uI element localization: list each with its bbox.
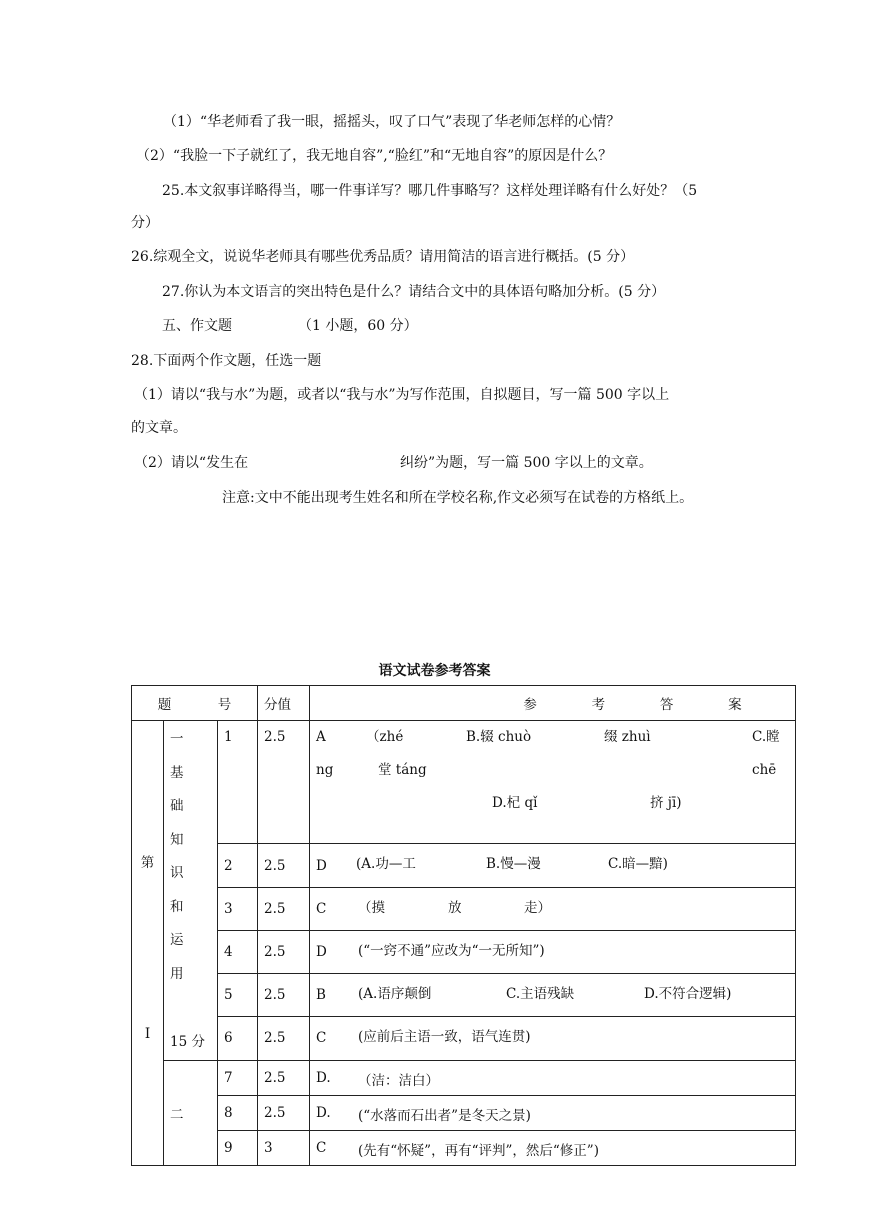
row-answer — [310, 1130, 796, 1165]
table-row — [132, 1060, 796, 1095]
table-row — [132, 844, 796, 887]
part-label — [132, 721, 164, 1166]
table-row — [132, 887, 796, 930]
answer-1-letter: A — [316, 729, 326, 745]
table-row — [132, 1095, 796, 1130]
answer-1-item-e: 堂 táng — [378, 762, 427, 778]
row-number: 2 — [218, 844, 258, 887]
row-score: 2.5 — [258, 930, 310, 973]
row-number: 7 — [218, 1060, 258, 1095]
answer-letter: D — [316, 943, 327, 960]
header-number — [132, 686, 258, 721]
table-row — [132, 1130, 796, 1165]
row-number: 8 — [218, 1095, 258, 1130]
row-answer — [310, 721, 796, 844]
answer-key-table — [131, 685, 796, 1166]
answer-1-item-g: 挤 jī) — [650, 795, 682, 811]
question-25-line1: 25.本文叙事详略得当，哪一件事详写？哪几件事略写？这样处理详略有什么好处？（5 — [162, 183, 698, 199]
answer-explanation: (先有“怀疑”，再有“评判”，然后“修正”) — [358, 1142, 599, 1159]
answer-letter: D. — [316, 1104, 331, 1121]
answer-letter: C — [316, 900, 327, 917]
answer-option: B.慢—漫 — [486, 856, 541, 873]
answer-key-title: 语文试卷参考答案 — [378, 663, 491, 679]
row-number: 3 — [218, 887, 258, 930]
question-28-2-part2: 纠纷”为题，写一篇 500 字以上的文章。 — [400, 455, 653, 471]
section-1-label-score: 15 分 — [170, 1034, 205, 1050]
answer-1-item-d: C.瞠 chē — [752, 729, 780, 778]
answer-1-item-a: （zhé — [366, 729, 404, 745]
section-1-label-line4: 和 运 — [170, 898, 188, 948]
row-number: 1 — [218, 721, 258, 844]
row-score: 2.5 — [258, 1060, 310, 1095]
table-row — [132, 1017, 796, 1060]
answer-1-item-b: B.辍 chuò — [466, 729, 532, 745]
row-answer — [310, 887, 796, 930]
row-score: 2.5 — [258, 721, 310, 844]
question-24-2: （2）“我脸一下子就红了，我无地自容”,“脸红”和“无地自容”的原因是什么？ — [136, 148, 613, 164]
section-2-label: 二 — [164, 1060, 218, 1165]
question-28-2-part1: （2）请以“发生在 — [134, 455, 249, 471]
answer-option: (A.功—工 — [356, 856, 416, 873]
header-answer-char4: 案 — [728, 697, 742, 713]
question-28-1-line1: （1）请以“我与水”为题，或者以“我与水”为写作范围，自拟题目，写一篇 500 字以上 — [134, 387, 670, 403]
table-row — [132, 974, 796, 1017]
row-answer — [310, 974, 796, 1017]
answer-letter: D. — [316, 1069, 331, 1086]
answer-letter: D — [316, 857, 327, 874]
row-answer — [310, 1060, 796, 1095]
header-answer-char2: 考 — [591, 697, 606, 713]
section-1-label-line3: 知 识 — [170, 831, 188, 881]
row-answer — [310, 1017, 796, 1060]
row-number: 9 — [218, 1130, 258, 1165]
row-answer — [310, 930, 796, 973]
header-answer — [310, 686, 796, 721]
table-row — [132, 930, 796, 973]
answer-1-item-f: D.杞 qǐ — [492, 795, 538, 811]
section-1-label — [164, 721, 218, 1061]
section-1-label-line5: 用 — [170, 965, 188, 982]
row-answer — [310, 1095, 796, 1130]
row-score: 2.5 — [258, 887, 310, 930]
part-label-char1: 第 — [140, 855, 155, 871]
answer-explanation: （洁：洁白） — [358, 1072, 440, 1089]
question-27: 27.你认为本文语言的突出特色是什么？请结合文中的具体语句略加分析。(5 分） — [162, 284, 666, 300]
question-28: 28.下面两个作文题，任选一题 — [131, 353, 322, 369]
answer-option: （摸 — [358, 899, 386, 916]
question-24-1: （1）“华老师看了我一眼，摇摇头，叹了口气”表现了华老师怎样的心情？ — [163, 114, 621, 130]
header-answer-char3: 答 — [659, 697, 674, 713]
answer-option: 放 — [448, 899, 462, 916]
row-score: 2.5 — [258, 1095, 310, 1130]
section-5-score: （1 小题，60 分） — [298, 318, 418, 334]
composition-note: 注意:文中不能出现考生姓名和所在学校名称,作文必须写在试卷的方格纸上。 — [222, 490, 694, 506]
answer-letter: B — [316, 987, 326, 1004]
row-number: 6 — [218, 1017, 258, 1060]
row-number: 5 — [218, 974, 258, 1017]
answer-1-item-c: 缀 zhuì — [604, 729, 651, 745]
question-26: 26.综观全文，说说华老师具有哪些优秀品质？请用简洁的语言进行概括。(5 分） — [131, 249, 635, 265]
row-answer — [310, 844, 796, 887]
section-5-heading: 五、作文题 — [162, 318, 232, 334]
header-number-char1: 题 — [157, 697, 172, 713]
row-number: 4 — [218, 930, 258, 973]
answer-option: C.主语残缺 — [506, 986, 575, 1003]
answer-explanation: (“水落而石出者”是冬天之景) — [358, 1107, 531, 1124]
answer-letter: C — [316, 1139, 327, 1156]
answer-1-item-d-cont: ng — [316, 762, 334, 778]
answer-letter: C — [316, 1030, 327, 1047]
row-score: 2.5 — [258, 1017, 310, 1060]
question-28-1-line2: 的文章。 — [131, 420, 187, 436]
answer-explanation: (应前后主语一致，语气连贯) — [358, 1029, 531, 1046]
answer-option: D.不符合逻辑) — [644, 986, 732, 1003]
question-25-line2: 分） — [131, 215, 159, 231]
table-row — [132, 721, 796, 844]
row-score: 2.5 — [258, 844, 310, 887]
part-label-char2: I — [144, 1026, 151, 1042]
section-1-label-line1: 一 — [170, 731, 188, 747]
answer-option: (A.语序颠倒 — [358, 986, 432, 1003]
row-score: 3 — [258, 1130, 310, 1165]
row-score: 2.5 — [258, 974, 310, 1017]
section-1-label-line2: 基 础 — [170, 764, 188, 814]
header-number-char2: 号 — [217, 697, 232, 713]
answer-option: 走） — [524, 899, 552, 916]
header-score: 分值 — [258, 686, 310, 721]
answer-option: C.暗—黯) — [608, 856, 668, 873]
header-answer-char1: 参 — [523, 697, 537, 713]
table-header-row — [132, 686, 796, 721]
answer-explanation: (“一窍不通”应改为“一无所知”) — [358, 942, 545, 959]
